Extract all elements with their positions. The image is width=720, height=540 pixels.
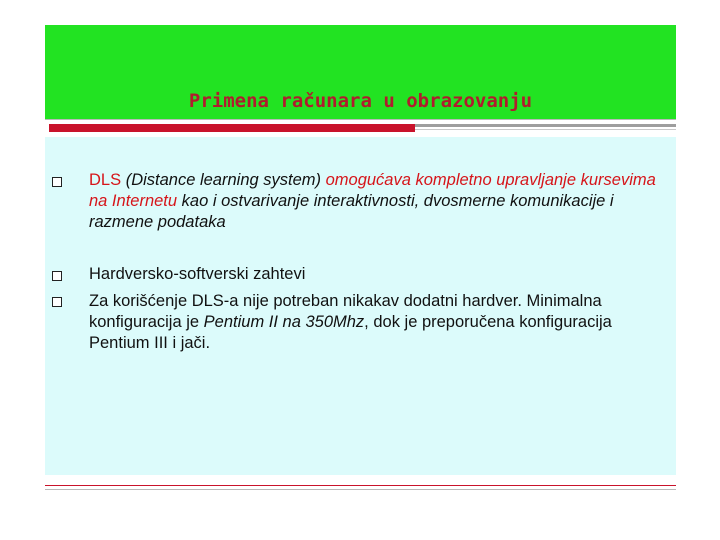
title-divider [45,119,676,120]
bullet-square-icon [52,271,62,281]
accent-red-bar [49,124,415,132]
config-minimum: Pentium II na 350Mhz [203,313,365,331]
accent-grey-line-thin [415,129,676,130]
footer-red-line [45,485,676,486]
bullet-text-dls [89,170,669,233]
dls-expansion: (Distance learning system) [121,171,326,189]
accent-grey-line [415,124,676,127]
bullet-square-icon [52,297,62,307]
dls-term: DLS [89,171,122,189]
dls-description: kao i ostvarivanje interaktivnosti, dvosmerne komunikacije i razmene podataka [89,192,614,231]
config-tail: , dok je preporučena konfiguracija Pentium III i jači. [89,313,612,352]
footer-grey-line [45,489,676,490]
bullet-text-configuration [89,291,669,354]
dls-description-highlight: omogućava kompletno upravljanje kursevima na Internetu [89,171,656,210]
bullet-text-requirements: Hardversko-softverski zahtevi [89,265,306,283]
config-lead: Za korišćenje DLS-a nije potreban nikakav dodatni hardver. Minimalna konfiguracija je [89,292,602,331]
slide-title: Primena računara u obrazovanju [188,90,533,112]
bullet-square-icon [52,177,62,187]
